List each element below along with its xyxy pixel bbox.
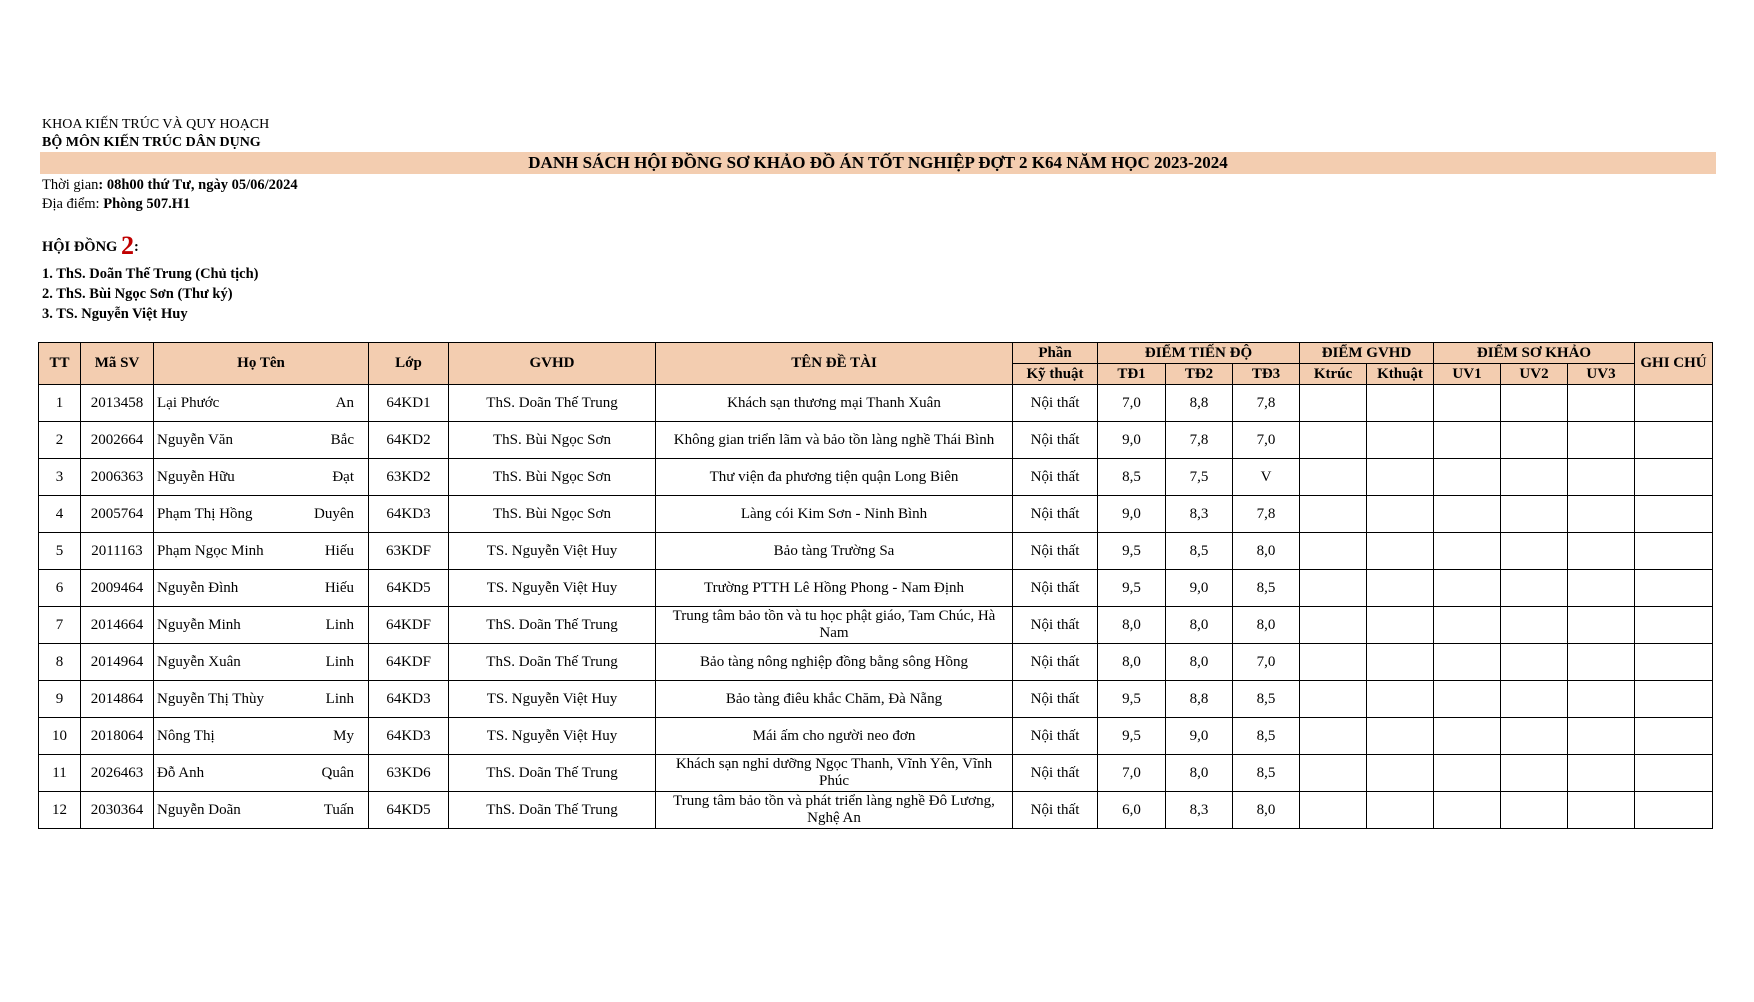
cell-kthuat xyxy=(1367,422,1434,459)
cell-uv1 xyxy=(1434,533,1501,570)
table-row xyxy=(39,459,1713,496)
cell-ma-sv: 2002664 xyxy=(81,422,154,459)
cell-uv1 xyxy=(1434,385,1501,422)
student-given-name: My xyxy=(333,727,354,744)
cell-kthuat xyxy=(1367,385,1434,422)
cell-lop: 64KDF xyxy=(369,607,449,644)
cell-kthuat xyxy=(1367,570,1434,607)
student-surname: Nguyễn Thị Thùy xyxy=(157,690,264,707)
cell-uv2 xyxy=(1501,459,1568,496)
council-members xyxy=(42,264,259,324)
cell-ghi-chu xyxy=(1635,681,1713,718)
cell-td3: 8,5 xyxy=(1233,681,1300,718)
cell-kthuat xyxy=(1367,533,1434,570)
cell-uv3 xyxy=(1568,496,1635,533)
student-table xyxy=(38,342,1713,829)
cell-ten-de-tai: Khách sạn thương mại Thanh Xuân xyxy=(656,385,1013,422)
cell-gvhd: ThS. Bùi Ngọc Sơn xyxy=(449,422,656,459)
student-given-name: Hiếu xyxy=(324,542,354,559)
table-row xyxy=(39,570,1713,607)
cell-ten-de-tai: Bảo tàng Trường Sa xyxy=(656,533,1013,570)
student-surname: Phạm Ngọc Minh xyxy=(157,542,264,559)
table-row xyxy=(39,385,1713,422)
cell-ma-sv: 2026463 xyxy=(81,755,154,792)
cell-td2: 8,3 xyxy=(1166,792,1233,829)
student-name xyxy=(154,543,368,560)
cell-ma-sv: 2014664 xyxy=(81,607,154,644)
cell-ghi-chu xyxy=(1635,459,1713,496)
student-surname: Nguyễn Minh xyxy=(157,616,241,633)
cell-ktruc xyxy=(1300,718,1367,755)
cell-ho-ten xyxy=(154,681,369,718)
student-name xyxy=(154,802,368,819)
time-value: : 08h00 thứ Tư, ngày 05/06/2024 xyxy=(98,177,298,193)
header-ktruc: Ktrúc xyxy=(1300,364,1367,385)
cell-kthuat xyxy=(1367,755,1434,792)
cell-ten-de-tai: Trường PTTH Lê Hồng Phong - Nam Định xyxy=(656,570,1013,607)
cell-tt: 10 xyxy=(39,718,81,755)
cell-td2: 8,8 xyxy=(1166,385,1233,422)
student-name xyxy=(154,765,368,782)
student-surname: Phạm Thị Hồng xyxy=(157,505,253,522)
cell-ghi-chu xyxy=(1635,533,1713,570)
cell-td1: 7,0 xyxy=(1098,755,1166,792)
cell-uv2 xyxy=(1501,718,1568,755)
cell-tt: 1 xyxy=(39,385,81,422)
cell-ho-ten xyxy=(154,644,369,681)
student-given-name: Linh xyxy=(325,616,354,633)
cell-ky-thuat: Nội thất xyxy=(1013,496,1098,533)
cell-kthuat xyxy=(1367,644,1434,681)
cell-ho-ten xyxy=(154,718,369,755)
cell-kthuat xyxy=(1367,718,1434,755)
cell-tt: 4 xyxy=(39,496,81,533)
council-number: 2 xyxy=(120,231,134,260)
cell-uv3 xyxy=(1568,422,1635,459)
cell-td1: 9,5 xyxy=(1098,718,1166,755)
cell-ma-sv: 2011163 xyxy=(81,533,154,570)
cell-ghi-chu xyxy=(1635,385,1713,422)
cell-ho-ten xyxy=(154,422,369,459)
cell-td3: 7,8 xyxy=(1233,496,1300,533)
cell-ma-sv: 2014864 xyxy=(81,681,154,718)
header-uv1: UV1 xyxy=(1434,364,1501,385)
cell-ky-thuat: Nội thất xyxy=(1013,792,1098,829)
header-ky-thuat: Kỹ thuật xyxy=(1013,364,1098,385)
cell-ky-thuat: Nội thất xyxy=(1013,644,1098,681)
header-diem-tien-do: ĐIỂM TIẾN ĐỘ xyxy=(1098,343,1300,364)
table-row xyxy=(39,644,1713,681)
cell-lop: 63KD2 xyxy=(369,459,449,496)
student-surname: Đỗ Anh xyxy=(157,764,205,781)
cell-td2: 8,0 xyxy=(1166,644,1233,681)
council-heading xyxy=(42,231,139,260)
cell-lop: 64KD2 xyxy=(369,422,449,459)
header-tt: TT xyxy=(39,343,81,385)
student-given-name: Duyên xyxy=(314,505,354,522)
student-name xyxy=(154,432,368,449)
faculty-name: KHOA KIẾN TRÚC VÀ QUY HOẠCH xyxy=(42,117,270,132)
cell-uv2 xyxy=(1501,422,1568,459)
header-td2: TĐ2 xyxy=(1166,364,1233,385)
cell-uv1 xyxy=(1434,681,1501,718)
cell-lop: 64KD3 xyxy=(369,681,449,718)
cell-gvhd: TS. Nguyễn Việt Huy xyxy=(449,718,656,755)
header-ho-ten: Họ Tên xyxy=(154,343,369,385)
cell-td2: 8,8 xyxy=(1166,681,1233,718)
cell-ky-thuat: Nội thất xyxy=(1013,422,1098,459)
cell-lop: 64KD5 xyxy=(369,792,449,829)
student-name xyxy=(154,506,368,523)
cell-td2: 8,0 xyxy=(1166,607,1233,644)
cell-ghi-chu xyxy=(1635,422,1713,459)
header-lop: Lớp xyxy=(369,343,449,385)
cell-tt: 9 xyxy=(39,681,81,718)
cell-td3: 7,0 xyxy=(1233,644,1300,681)
cell-uv2 xyxy=(1501,607,1568,644)
cell-ho-ten xyxy=(154,792,369,829)
cell-gvhd: ThS. Doãn Thế Trung xyxy=(449,792,656,829)
cell-td1: 9,0 xyxy=(1098,422,1166,459)
cell-ky-thuat: Nội thất xyxy=(1013,385,1098,422)
cell-uv1 xyxy=(1434,570,1501,607)
cell-uv2 xyxy=(1501,533,1568,570)
cell-ma-sv: 2030364 xyxy=(81,792,154,829)
student-surname: Nguyễn Văn xyxy=(157,431,233,448)
cell-td3: 8,0 xyxy=(1233,607,1300,644)
cell-uv3 xyxy=(1568,459,1635,496)
cell-td1: 9,5 xyxy=(1098,570,1166,607)
organization-header xyxy=(42,116,269,152)
student-given-name: Tuấn xyxy=(323,801,354,818)
cell-ktruc xyxy=(1300,755,1367,792)
cell-ky-thuat: Nội thất xyxy=(1013,681,1098,718)
cell-td3: 8,0 xyxy=(1233,792,1300,829)
table-row xyxy=(39,718,1713,755)
place-label: Địa điểm: xyxy=(42,196,104,212)
cell-td1: 8,0 xyxy=(1098,607,1166,644)
cell-uv3 xyxy=(1568,718,1635,755)
document-title: DANH SÁCH HỘI ĐỒNG SƠ KHẢO ĐỒ ÁN TỐT NGHIỆP ĐỢT 2 K64 NĂM HỌC 2023-2024 xyxy=(40,152,1716,174)
cell-ktruc xyxy=(1300,570,1367,607)
cell-ky-thuat: Nội thất xyxy=(1013,459,1098,496)
cell-uv2 xyxy=(1501,644,1568,681)
cell-td2: 7,5 xyxy=(1166,459,1233,496)
cell-td1: 8,0 xyxy=(1098,644,1166,681)
student-surname: Nông Thị xyxy=(157,727,215,744)
header-diem-so-khao: ĐIỂM SƠ KHẢO xyxy=(1434,343,1635,364)
cell-ky-thuat: Nội thất xyxy=(1013,607,1098,644)
place-value: Phòng 507.H1 xyxy=(103,196,191,212)
cell-uv1 xyxy=(1434,607,1501,644)
cell-kthuat xyxy=(1367,792,1434,829)
table-row xyxy=(39,755,1713,792)
cell-tt: 12 xyxy=(39,792,81,829)
cell-tt: 8 xyxy=(39,644,81,681)
cell-uv3 xyxy=(1568,792,1635,829)
cell-ghi-chu xyxy=(1635,644,1713,681)
cell-lop: 64KD1 xyxy=(369,385,449,422)
cell-uv1 xyxy=(1434,755,1501,792)
student-name xyxy=(154,691,368,708)
cell-gvhd: ThS. Bùi Ngọc Sơn xyxy=(449,459,656,496)
header-td1: TĐ1 xyxy=(1098,364,1166,385)
student-name xyxy=(154,469,368,486)
table-row xyxy=(39,681,1713,718)
cell-uv1 xyxy=(1434,644,1501,681)
cell-td2: 9,0 xyxy=(1166,718,1233,755)
cell-kthuat xyxy=(1367,681,1434,718)
cell-gvhd: TS. Nguyễn Việt Huy xyxy=(449,533,656,570)
cell-ghi-chu xyxy=(1635,570,1713,607)
cell-lop: 63KDF xyxy=(369,533,449,570)
cell-td2: 8,5 xyxy=(1166,533,1233,570)
cell-uv1 xyxy=(1434,718,1501,755)
student-name xyxy=(154,580,368,597)
cell-tt: 3 xyxy=(39,459,81,496)
cell-uv2 xyxy=(1501,496,1568,533)
cell-td3: 8,5 xyxy=(1233,755,1300,792)
cell-td3: 8,5 xyxy=(1233,718,1300,755)
cell-tt: 6 xyxy=(39,570,81,607)
cell-ho-ten xyxy=(154,459,369,496)
cell-ktruc xyxy=(1300,533,1367,570)
cell-ho-ten xyxy=(154,385,369,422)
cell-td1: 9,5 xyxy=(1098,533,1166,570)
cell-ky-thuat: Nội thất xyxy=(1013,755,1098,792)
cell-gvhd: ThS. Doãn Thế Trung xyxy=(449,607,656,644)
cell-ktruc xyxy=(1300,459,1367,496)
cell-uv3 xyxy=(1568,607,1635,644)
cell-td1: 9,0 xyxy=(1098,496,1166,533)
cell-ma-sv: 2014964 xyxy=(81,644,154,681)
cell-td3: 7,0 xyxy=(1233,422,1300,459)
cell-td2: 8,0 xyxy=(1166,755,1233,792)
header-kthuat: Kthuật xyxy=(1367,364,1434,385)
cell-uv1 xyxy=(1434,422,1501,459)
cell-ghi-chu xyxy=(1635,792,1713,829)
cell-ghi-chu xyxy=(1635,718,1713,755)
cell-ten-de-tai: Không gian triển lãm và bảo tồn làng nghề Thái Bình xyxy=(656,422,1013,459)
student-given-name: Quân xyxy=(321,764,354,781)
student-name xyxy=(154,617,368,634)
cell-td3: 8,0 xyxy=(1233,533,1300,570)
schedule-info xyxy=(42,176,298,214)
header-ma-sv: Mã SV xyxy=(81,343,154,385)
cell-td1: 8,5 xyxy=(1098,459,1166,496)
cell-ktruc xyxy=(1300,792,1367,829)
cell-gvhd: TS. Nguyễn Việt Huy xyxy=(449,570,656,607)
cell-lop: 64KDF xyxy=(369,644,449,681)
cell-ky-thuat: Nội thất xyxy=(1013,533,1098,570)
council-member: 1. ThS. Doãn Thế Trung (Chủ tịch) xyxy=(42,266,259,282)
cell-ktruc xyxy=(1300,496,1367,533)
student-surname: Nguyễn Đình xyxy=(157,579,239,596)
cell-td3: 8,5 xyxy=(1233,570,1300,607)
cell-uv2 xyxy=(1501,792,1568,829)
cell-uv1 xyxy=(1434,792,1501,829)
cell-gvhd: ThS. Doãn Thế Trung xyxy=(449,755,656,792)
cell-kthuat xyxy=(1367,496,1434,533)
cell-ktruc xyxy=(1300,681,1367,718)
council-member: 3. TS. Nguyễn Việt Huy xyxy=(42,306,188,322)
cell-ghi-chu xyxy=(1635,496,1713,533)
header-ten-de-tai: TÊN ĐỀ TÀI xyxy=(656,343,1013,385)
cell-td1: 9,5 xyxy=(1098,681,1166,718)
cell-gvhd: TS. Nguyễn Việt Huy xyxy=(449,681,656,718)
cell-ky-thuat: Nội thất xyxy=(1013,570,1098,607)
header-ghi-chu: GHI CHÚ xyxy=(1635,343,1713,385)
header-gvhd: GVHD xyxy=(449,343,656,385)
header-td3: TĐ3 xyxy=(1233,364,1300,385)
department-name: BỘ MÔN KIẾN TRÚC DÂN DỤNG xyxy=(42,135,261,150)
cell-lop: 63KD6 xyxy=(369,755,449,792)
table-row xyxy=(39,607,1713,644)
table-row xyxy=(39,496,1713,533)
cell-uv3 xyxy=(1568,644,1635,681)
cell-ghi-chu xyxy=(1635,607,1713,644)
cell-lop: 64KD5 xyxy=(369,570,449,607)
cell-td3: V xyxy=(1233,459,1300,496)
cell-td2: 9,0 xyxy=(1166,570,1233,607)
student-given-name: An xyxy=(335,394,354,411)
cell-ho-ten xyxy=(154,607,369,644)
cell-uv3 xyxy=(1568,755,1635,792)
student-given-name: Linh xyxy=(325,653,354,670)
cell-ten-de-tai: Bảo tàng nông nghiệp đồng bằng sông Hồng xyxy=(656,644,1013,681)
cell-ky-thuat: Nội thất xyxy=(1013,718,1098,755)
cell-gvhd: ThS. Doãn Thế Trung xyxy=(449,385,656,422)
cell-ho-ten xyxy=(154,533,369,570)
cell-uv2 xyxy=(1501,385,1568,422)
cell-ten-de-tai: Thư viện đa phương tiện quận Long Biên xyxy=(656,459,1013,496)
cell-uv1 xyxy=(1434,459,1501,496)
student-surname: Nguyễn Xuân xyxy=(157,653,241,670)
cell-ma-sv: 2018064 xyxy=(81,718,154,755)
cell-td3: 7,8 xyxy=(1233,385,1300,422)
student-given-name: Bắc xyxy=(330,431,354,448)
cell-ma-sv: 2009464 xyxy=(81,570,154,607)
cell-ktruc xyxy=(1300,385,1367,422)
cell-lop: 64KD3 xyxy=(369,718,449,755)
table-row xyxy=(39,533,1713,570)
cell-uv3 xyxy=(1568,533,1635,570)
cell-ktruc xyxy=(1300,644,1367,681)
time-label: Thời gian xyxy=(42,177,99,193)
header-phan: Phần xyxy=(1013,343,1098,364)
cell-tt: 5 xyxy=(39,533,81,570)
cell-ho-ten xyxy=(154,755,369,792)
cell-tt: 11 xyxy=(39,755,81,792)
cell-uv1 xyxy=(1434,496,1501,533)
cell-ma-sv: 2006363 xyxy=(81,459,154,496)
cell-gvhd: ThS. Doãn Thế Trung xyxy=(449,644,656,681)
cell-ho-ten xyxy=(154,496,369,533)
cell-kthuat xyxy=(1367,607,1434,644)
cell-tt: 2 xyxy=(39,422,81,459)
student-surname: Nguyễn Hữu xyxy=(157,468,235,485)
student-given-name: Linh xyxy=(325,690,354,707)
cell-ho-ten xyxy=(154,570,369,607)
cell-ghi-chu xyxy=(1635,755,1713,792)
cell-uv3 xyxy=(1568,385,1635,422)
cell-ten-de-tai: Khách sạn nghỉ dưỡng Ngọc Thanh, Vĩnh Yên, Vĩnh Phúc xyxy=(656,755,1013,792)
time-line xyxy=(42,176,298,195)
cell-uv2 xyxy=(1501,681,1568,718)
student-name xyxy=(154,728,368,745)
council-member: 2. ThS. Bùi Ngọc Sơn (Thư ký) xyxy=(42,286,233,302)
cell-uv3 xyxy=(1568,681,1635,718)
cell-uv2 xyxy=(1501,570,1568,607)
cell-uv2 xyxy=(1501,755,1568,792)
council-colon: : xyxy=(133,239,139,255)
cell-td2: 7,8 xyxy=(1166,422,1233,459)
cell-ma-sv: 2013458 xyxy=(81,385,154,422)
header-uv2: UV2 xyxy=(1501,364,1568,385)
student-given-name: Đạt xyxy=(332,468,354,485)
table-row xyxy=(39,422,1713,459)
student-surname: Nguyễn Doãn xyxy=(157,801,241,818)
cell-ten-de-tai: Trung tâm bảo tồn và phát triển làng nghề Đô Lương, Nghệ An xyxy=(656,792,1013,829)
cell-ma-sv: 2005764 xyxy=(81,496,154,533)
table-row xyxy=(39,792,1713,829)
council-label: HỘI ĐỒNG xyxy=(42,239,121,255)
student-name xyxy=(154,654,368,671)
cell-ktruc xyxy=(1300,422,1367,459)
student-given-name: Hiếu xyxy=(324,579,354,596)
cell-ten-de-tai: Trung tâm bảo tồn và tu học phật giáo, Tam Chúc, Hà Nam xyxy=(656,607,1013,644)
cell-td1: 6,0 xyxy=(1098,792,1166,829)
cell-gvhd: ThS. Bùi Ngọc Sơn xyxy=(449,496,656,533)
table-body xyxy=(39,385,1713,829)
cell-ten-de-tai: Làng cói Kim Sơn - Ninh Bình xyxy=(656,496,1013,533)
header-diem-gvhd: ĐIỂM GVHD xyxy=(1300,343,1434,364)
student-name xyxy=(154,395,368,412)
student-surname: Lại Phước xyxy=(157,394,220,411)
cell-tt: 7 xyxy=(39,607,81,644)
place-line xyxy=(42,195,298,214)
cell-td1: 7,0 xyxy=(1098,385,1166,422)
header-uv3: UV3 xyxy=(1568,364,1635,385)
cell-ten-de-tai: Bảo tàng điêu khắc Chăm, Đà Nẵng xyxy=(656,681,1013,718)
cell-lop: 64KD3 xyxy=(369,496,449,533)
cell-kthuat xyxy=(1367,459,1434,496)
cell-ktruc xyxy=(1300,607,1367,644)
cell-ten-de-tai: Mái ấm cho người neo đơn xyxy=(656,718,1013,755)
cell-uv3 xyxy=(1568,570,1635,607)
cell-td2: 8,3 xyxy=(1166,496,1233,533)
